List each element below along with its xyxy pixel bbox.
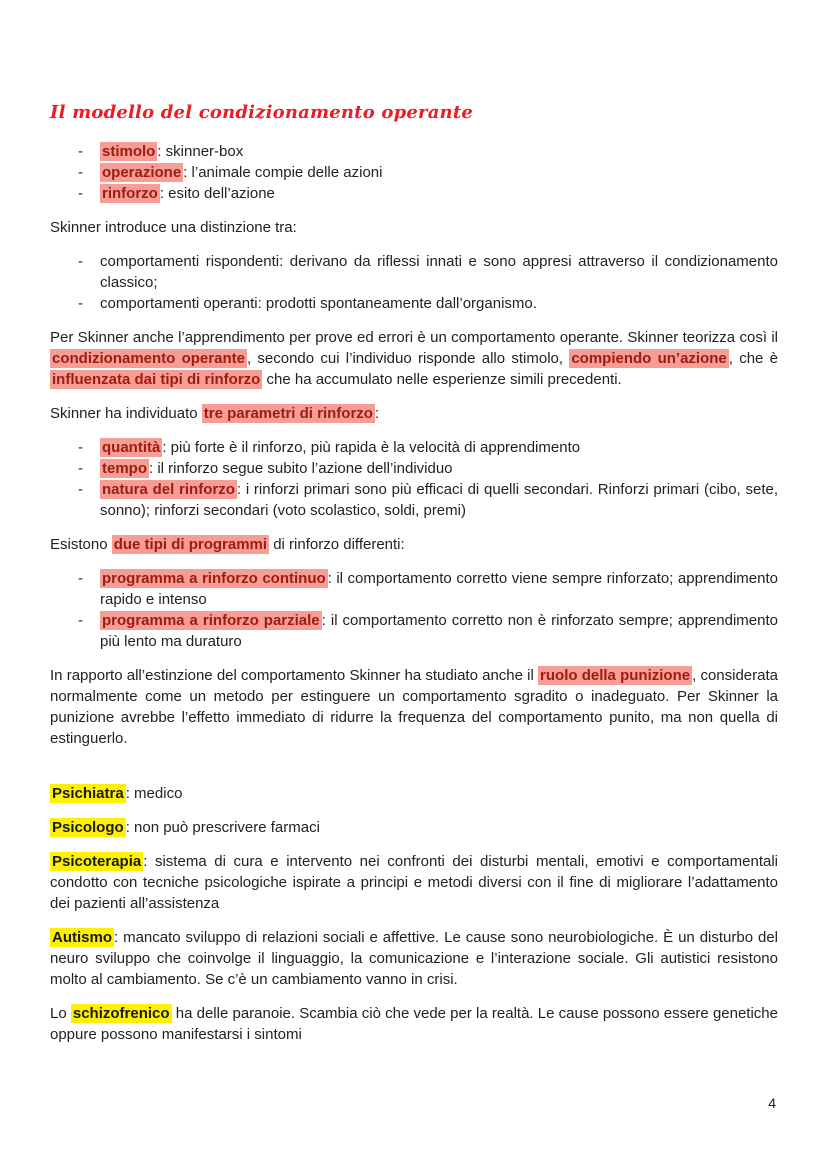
highlight-yellow-term: Psicoterapia	[52, 853, 142, 871]
paragraph-punishment-role	[50, 665, 778, 749]
text-run: Skinner ha individuato	[50, 405, 202, 423]
highlight-red-term: quantità	[102, 439, 161, 457]
dash-bullet: -	[78, 295, 83, 313]
text-run: , che è	[728, 350, 779, 368]
highlight-red-term: tempo	[102, 460, 147, 478]
list-item-text: : esito dell’azione	[159, 185, 275, 203]
text-run: di rinforzo differenti:	[269, 536, 405, 554]
list-item	[50, 568, 778, 610]
text-run: Esistono	[50, 536, 112, 554]
list-item-body	[100, 141, 778, 162]
dash-bullet: -	[78, 481, 83, 499]
list-item	[50, 251, 778, 293]
text-run: : mancato sviluppo di relazioni sociali e affettive. Le cause sono neurobiologiche. È un disturbo del neuro sviluppo che coinvolge il linguaggio, la comunicazione e l’interazione sociale. Gli autistici resistono molto al cambiamento. Se c’è un cambiamento vanno in crisi.	[50, 929, 778, 989]
paragraph-two-programs	[50, 534, 778, 555]
highlight-yellow-term: schizofrenico	[72, 1005, 170, 1023]
text-run: , considerata normalmente come un metodo per estinguere un comportamento sgradito o inadeguato. Per Skinner la punizione avrebbe l’effetto immediato di ridurre la frequenza del comportamento punito, ma non quella di estinguerlo.	[50, 667, 779, 748]
list-operant-terms	[50, 141, 778, 204]
highlight-red-term: stimolo	[102, 143, 156, 161]
list-item-body	[100, 183, 778, 204]
list-item-body	[100, 162, 778, 183]
definition-psicologo	[50, 817, 778, 838]
paragraph-schizofrenico	[50, 1003, 778, 1045]
list-item	[50, 479, 778, 521]
dash-bullet: -	[78, 570, 83, 588]
highlight-yellow-term: Psichiatra	[52, 785, 124, 803]
list-item-text: : l’animale compie delle azioni	[183, 164, 383, 182]
text-run: : non può prescrivere farmaci	[125, 819, 320, 837]
page-title: Il modello del condizionamento operante	[50, 102, 474, 123]
dash-bullet: -	[78, 164, 83, 182]
highlight-red-term: tre parametri di rinforzo	[203, 405, 373, 423]
list-item-body	[100, 437, 778, 458]
text-run: , secondo cui l’individuo risponde allo stimolo,	[246, 350, 570, 368]
definition-psicoterapia	[50, 851, 778, 914]
highlight-red-term: ruolo della punizione	[540, 667, 691, 685]
definition-psichiatra	[50, 783, 778, 804]
dash-bullet: -	[78, 253, 83, 271]
text-run: Lo	[50, 1005, 71, 1023]
list-reinforcement-programs	[50, 568, 778, 652]
paragraph-three-parameters	[50, 403, 778, 424]
dash-bullet: -	[78, 460, 83, 478]
list-item	[50, 162, 778, 183]
highlight-red-term: due tipi di programmi	[113, 536, 268, 554]
text-run: : medico	[125, 785, 183, 803]
text-run: ha delle paranoie. Scambia ciò che vede per la realtà. Le cause possono essere genetiche oppure possono manifestarsi i sintomi	[50, 1005, 778, 1044]
highlight-red-term: programma a rinforzo parziale	[102, 612, 320, 630]
list-item	[50, 458, 778, 479]
list-behavior-types	[50, 251, 778, 314]
dash-bullet: -	[78, 143, 83, 161]
definition-autismo	[50, 927, 778, 990]
highlight-red-term: influenzata dai tipi di rinforzo	[52, 371, 261, 389]
list-item-body	[100, 610, 778, 652]
text-run: In rapporto all’estinzione del comportamento Skinner ha studiato anche il	[50, 667, 539, 685]
list-item-body	[100, 293, 778, 314]
list-item-text: : il comportamento corretto viene sempre rinforzato; apprendimento rapido e intenso	[100, 570, 778, 609]
list-item-body	[100, 251, 778, 293]
text-run: :	[374, 405, 380, 423]
list-item-body	[100, 479, 778, 521]
list-item-text: comportamenti rispondenti: derivano da riflessi innati e sono appresi attraverso il condizionamento classico;	[100, 253, 778, 292]
list-item-text: : i rinforzi primari sono più efficaci di quelli secondari. Rinforzi primari (cibo, sete, sonno); rinforzi secondari (voto scolastico, soldi, premi)	[100, 481, 778, 520]
list-item-text: : skinner-box	[157, 143, 244, 161]
list-item	[50, 183, 778, 204]
list-item	[50, 437, 778, 458]
list-item	[50, 610, 778, 652]
highlight-red-term: condizionamento operante	[52, 350, 245, 368]
list-item-body	[100, 458, 778, 479]
page-number: 4	[768, 1095, 776, 1112]
list-item	[50, 293, 778, 314]
highlight-red-term: rinforzo	[102, 185, 158, 203]
list-item-text: comportamenti operanti: prodotti spontaneamente dall’organismo.	[100, 295, 537, 313]
list-item-text: : più forte è il rinforzo, più rapida è la velocità di apprendimento	[162, 439, 581, 457]
dash-bullet: -	[78, 612, 83, 630]
list-reinforcement-parameters	[50, 437, 778, 521]
paragraph-operant-conditioning	[50, 327, 778, 390]
highlight-red-term: natura del rinforzo	[102, 481, 235, 499]
highlight-red-term: compiendo un’azione	[571, 350, 727, 368]
highlight-red-term: programma a rinforzo continuo	[102, 570, 326, 588]
list-item-body	[100, 568, 778, 610]
highlight-yellow-term: Autismo	[52, 929, 112, 947]
list-item-text: : il comportamento corretto non è rinforzato sempre; apprendimento più lento ma duraturo	[100, 612, 778, 651]
text-run: che ha accumulato nelle esperienze simili precedenti.	[262, 371, 622, 389]
list-item	[50, 141, 778, 162]
list-item-text: : il rinforzo segue subito l’azione dell’individuo	[149, 460, 453, 478]
paragraph-distinction-intro: Skinner introduce una distinzione tra:	[50, 219, 297, 237]
highlight-red-term: operazione	[102, 164, 182, 182]
text-run: : sistema di cura e intervento nei confronti dei disturbi mentali, emotivi e comportamentali condotto con tecniche psicologiche ispirate a principi e metodi diversi con il fine di migliorare l’adattamento dei pazienti all’assistenza	[50, 853, 778, 913]
text-run: Per Skinner anche l’apprendimento per prove ed errori è un comportamento operante. Skinner teorizza così il	[50, 329, 778, 347]
dash-bullet: -	[78, 439, 83, 457]
dash-bullet: -	[78, 185, 83, 203]
highlight-yellow-term: Psicologo	[52, 819, 124, 837]
